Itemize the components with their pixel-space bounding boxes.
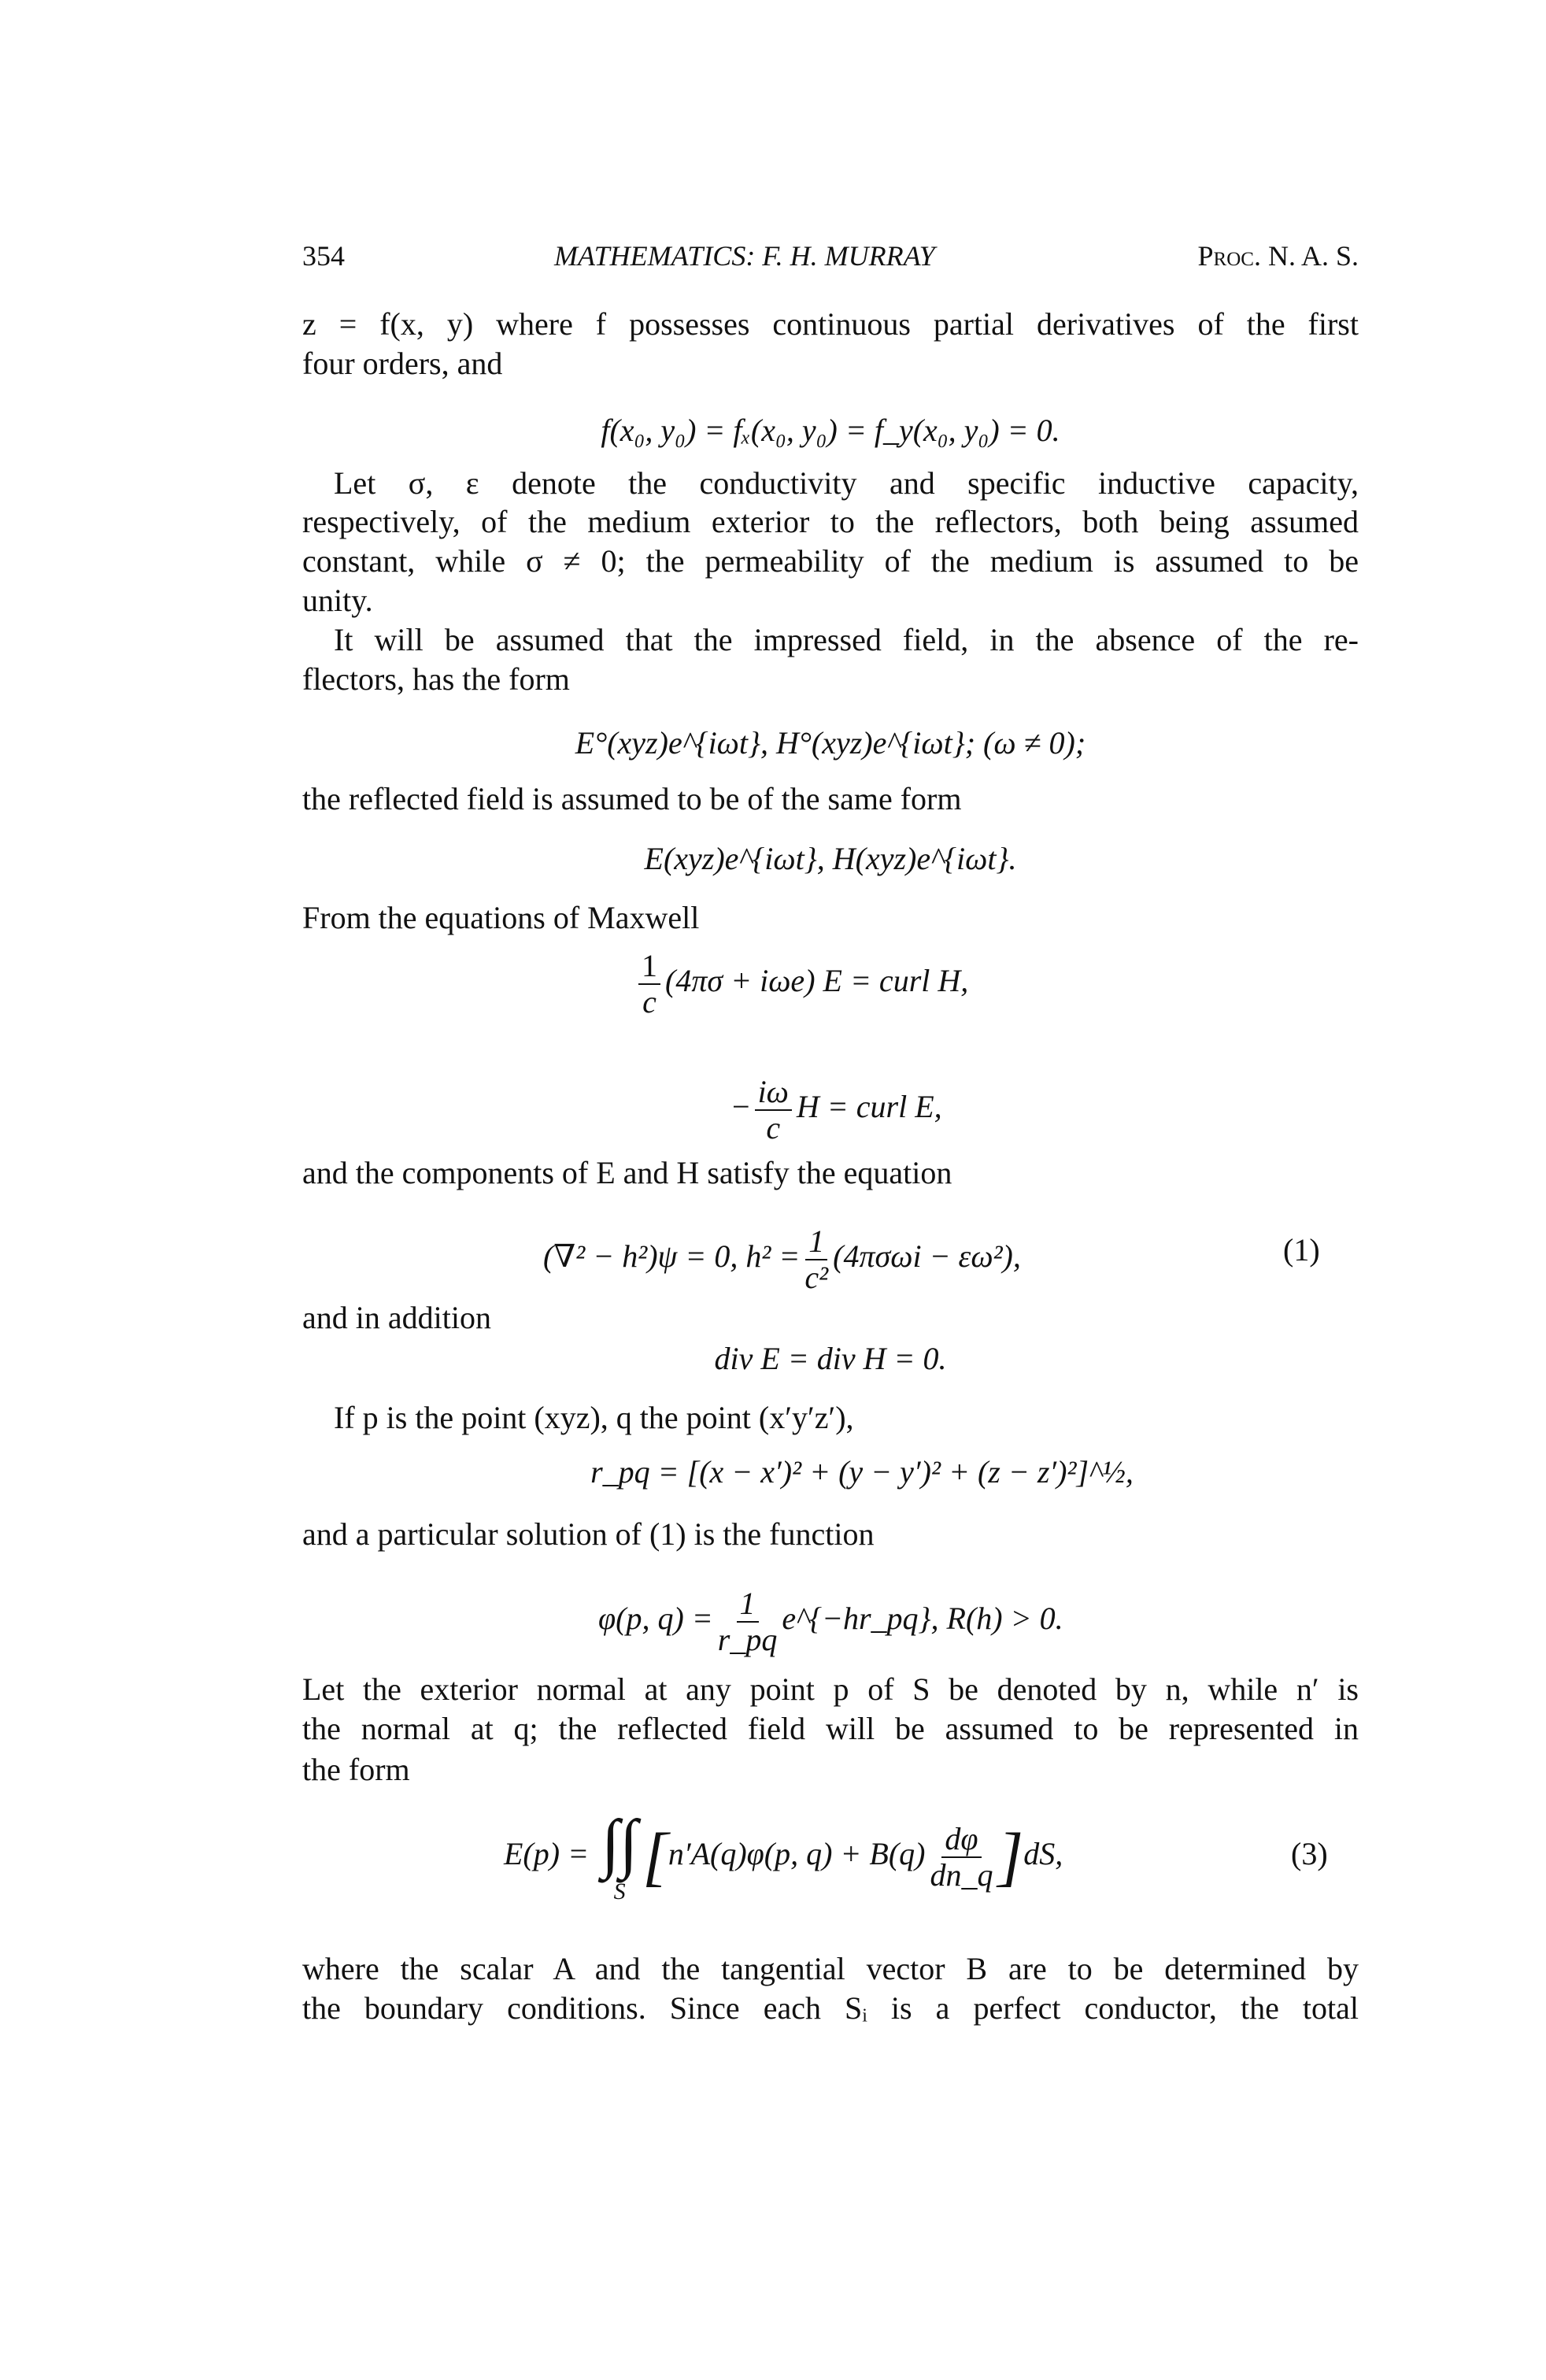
- right-bracket: ]: [997, 1820, 1024, 1893]
- numerator: 1: [737, 1586, 759, 1623]
- text-line: and in addition: [302, 1300, 491, 1335]
- denominator: dn_q: [930, 1857, 993, 1893]
- page-number: 354: [302, 240, 345, 272]
- numerator: 1: [805, 1224, 827, 1260]
- text-line: the form: [302, 1752, 410, 1787]
- integral-group: [601, 1807, 638, 1904]
- text-line: where the scalar A and the tangential vector B are to be determined by: [302, 1951, 1359, 1986]
- left-bracket: [: [642, 1820, 668, 1893]
- text-line: unity.: [302, 583, 373, 618]
- equation-left: (∇² − h²)ψ = 0, h² =: [543, 1238, 801, 1275]
- text-line: the normal at q; the reflected field will be assumed to be represented in: [302, 1711, 1359, 1746]
- equation-number: (3): [1291, 1836, 1328, 1871]
- maxwell-equation-2: [732, 1075, 942, 1146]
- equation-distance: r_pq = [(x − x′)² + (y − y′)² + (z − z′)²]^½,: [590, 1454, 1134, 1490]
- numerator: iω: [755, 1075, 792, 1111]
- differential: dS,: [1023, 1836, 1063, 1872]
- text-line: constant, while σ ≠ 0; the permeability of the medium is assumed to be: [302, 543, 1359, 579]
- minus-sign: −: [732, 1089, 750, 1125]
- text-line: Let the exterior normal at any point p of S be denoted by n, while n′ is: [302, 1671, 1359, 1707]
- journal-name: Proc. N. A. S.: [1197, 240, 1359, 272]
- text-line: respectively, of the medium exterior to the reflectors, both being assumed: [302, 504, 1359, 539]
- equation-phi: [598, 1586, 1063, 1657]
- equation-number: (1): [1283, 1232, 1320, 1268]
- text-line: It will be assumed that the impressed field, in the absence of the re-: [334, 622, 1359, 657]
- denominator: c: [642, 984, 656, 1020]
- denominator: r_pq: [717, 1622, 778, 1657]
- text-line: Let σ, ε denote the conductivity and specific inductive capacity,: [334, 465, 1359, 501]
- equation-right: e^{−hr_pq}, R(h) > 0.: [782, 1601, 1063, 1637]
- maxwell-equation-1: [634, 949, 968, 1020]
- equation-right: (4πσωi − εω²),: [833, 1238, 1021, 1275]
- equation-body: (4πσ + iωe) E = curl H,: [665, 963, 969, 999]
- equation-impressed-field: E°(xyz)e^{iωt}, H°(xyz)e^{iωt}; (ω ≠ 0);: [575, 725, 1086, 761]
- text-line: If p is the point (xyz), q the point (x′y′z′),: [334, 1400, 854, 1435]
- text-line: and a particular solution of (1) is the function: [302, 1516, 875, 1552]
- equation-left: E(p) =: [504, 1836, 590, 1872]
- equation-body: H = curl E,: [796, 1089, 942, 1125]
- denominator: c²: [804, 1260, 829, 1295]
- text-line: four orders, and: [302, 346, 503, 381]
- equation-reflected-field: E(xyz)e^{iωt}, H(xyz)e^{iωt}.: [644, 841, 1017, 876]
- integrand: n′A(q)φ(p, q) + B(q): [668, 1836, 926, 1872]
- numerator: dφ: [941, 1822, 981, 1858]
- denominator: c: [766, 1110, 781, 1146]
- equation-f: f(x₀, y₀) = fₓ(x₀, y₀) = f_y(x₀, y₀) = 0.: [601, 413, 1060, 448]
- header-title: MATHEMATICS: F. H. MURRAY: [554, 240, 935, 272]
- text-line: From the equations of Maxwell: [302, 900, 700, 935]
- double-integral: ∫∫: [601, 1807, 638, 1880]
- numerator: 1: [638, 949, 660, 985]
- equation-left: φ(p, q) =: [598, 1601, 713, 1637]
- equation-1: [543, 1224, 1021, 1295]
- text-line: the boundary conditions. Since each Sᵢ is a perfect conductor, the total: [302, 1990, 1359, 2026]
- integral-domain: S: [613, 1878, 626, 1904]
- text-line: the reflected field is assumed to be of the same form: [302, 781, 962, 816]
- text-line: and the components of E and H satisfy the equation: [302, 1155, 952, 1190]
- text-line: z = f(x, y) where f possesses continuous partial derivatives of the first: [302, 306, 1359, 342]
- text-line: flectors, has the form: [302, 661, 570, 697]
- equation-div: div E = div H = 0.: [714, 1341, 947, 1376]
- equation-3: [504, 1807, 1063, 1904]
